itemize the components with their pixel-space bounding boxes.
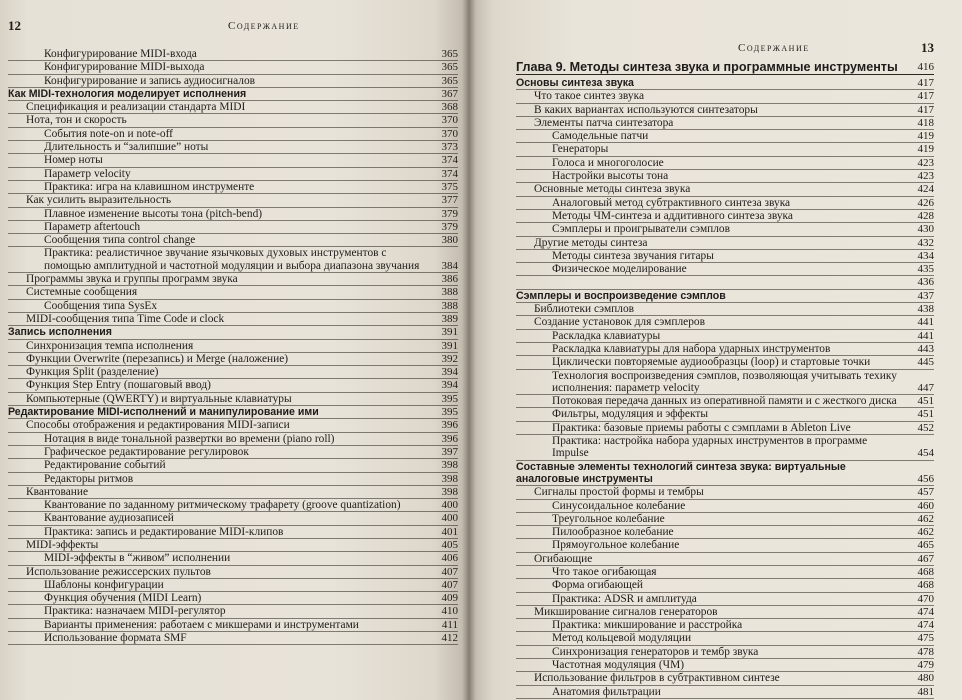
toc-entry-title: Методы ЧМ-синтеза и аддитивного синтеза звука: [552, 209, 793, 222]
toc-entry-page: 365: [441, 74, 458, 87]
toc-entry-title: Способы отображения и редактирования MIDI-записи: [26, 419, 290, 432]
toc-entry-title: Основные методы синтеза звука: [534, 183, 691, 196]
left-page-header: [8, 18, 458, 40]
toc-entry-page: 365: [441, 61, 458, 74]
toc-entry: [516, 77, 934, 90]
toc-entry: [8, 366, 458, 379]
toc-entry-page: 375: [441, 180, 458, 193]
toc-entry-title: Номер ноты: [44, 154, 103, 167]
toc-entry: [516, 104, 934, 117]
toc-entry: [516, 553, 934, 566]
toc-entry-title: Что такое огибающая: [552, 565, 657, 578]
toc-entry-title: Использование режиссерских пультов: [26, 565, 211, 578]
toc-entry-title: Длительность и “залипшие” ноты: [44, 141, 209, 154]
toc-entry-page: 441: [917, 329, 934, 342]
toc-entry-page: 395: [441, 392, 458, 405]
toc-entry-page: 370: [441, 114, 458, 127]
toc-entry-title: Сообщения типа control change: [44, 234, 196, 247]
toc-entry: [8, 114, 458, 127]
toc-entry-page: 468: [917, 579, 934, 592]
toc-entry: [516, 290, 934, 303]
table-of-contents-left: [8, 48, 458, 645]
toc-entry: [8, 313, 458, 326]
toc-entry: [8, 486, 458, 499]
toc-entry-page: 398: [441, 485, 458, 498]
toc-entry: [516, 130, 934, 143]
toc-entry: [8, 605, 458, 618]
toc-entry-page: 401: [441, 525, 458, 538]
toc-entry: [516, 343, 934, 356]
chapter-title: Глава 9. Методы синтеза звука и программные инструменты: [516, 60, 898, 74]
toc-entry: [8, 168, 458, 181]
toc-entry: [8, 273, 458, 286]
toc-entry-title: Практика: реалистичное звучание язычковых духовых инструментов с помощью амплитудной и частотной модуляции и выбора диапазона звучания: [44, 247, 420, 272]
toc-entry: [8, 194, 458, 207]
toc-entry-title: Основы синтеза звука: [516, 77, 634, 89]
toc-entry: [516, 606, 934, 619]
toc-entry-page: 398: [441, 472, 458, 485]
toc-entry-title: Спецификация и реализации стандарта MIDI: [26, 101, 246, 114]
toc-entry-title: Использование формата SMF: [44, 632, 187, 645]
toc-entry: [516, 250, 934, 263]
toc-entry-title: Квантование по заданному ритмическому трафарету (groove quantization): [44, 499, 401, 512]
toc-entry-page: 407: [441, 565, 458, 578]
toc-entry-title: Функции Overwrite (перезапись) и Merge (наложение): [26, 352, 289, 365]
toc-entry: [516, 619, 934, 632]
toc-entry-page: 437: [917, 289, 934, 302]
toc-entry-page: 370: [441, 127, 458, 140]
toc-entry: [8, 379, 458, 392]
toc-entry-title: Синхронизация темпа исполнения: [26, 339, 194, 352]
toc-entry: [516, 646, 934, 659]
toc-entry-page: 400: [441, 499, 458, 512]
toc-entry-page: 398: [441, 459, 458, 472]
toc-entry-title: Конфигурирование и запись аудиосигналов: [44, 74, 256, 87]
toc-entry-title: Компьютерные (QWERTY) и виртуальные клавиатуры: [26, 392, 292, 405]
toc-entry-page: 447: [917, 381, 934, 394]
toc-entry-title: Как усилить выразительность: [26, 194, 172, 207]
toc-entry: [516, 686, 934, 699]
toc-entry: [8, 353, 458, 366]
toc-entry-page: 419: [917, 130, 934, 143]
toc-entry-page: 391: [441, 326, 458, 339]
toc-entry-page: 452: [917, 421, 934, 434]
toc-entry-title: Синхронизация генераторов и тембр звука: [552, 645, 759, 658]
toc-entry-page: 418: [917, 116, 934, 129]
toc-entry-page: 406: [441, 552, 458, 565]
toc-entry-page: 460: [917, 499, 934, 512]
toc-entry-title: Частотная модуляция (ЧМ): [552, 659, 684, 672]
toc-entry-title: Параметр velocity: [44, 167, 131, 180]
toc-entry-title: Что такое синтез звука: [534, 90, 645, 103]
toc-entry-title: Нота, тон и скорость: [26, 114, 127, 127]
toc-entry-page: 379: [441, 207, 458, 220]
toc-entry-title: Редактирование MIDI-исполнений и манипулирование ими: [8, 406, 319, 419]
toc-entry-page: 467: [917, 552, 934, 565]
toc-entry: [516, 672, 934, 685]
page-number: 12: [8, 18, 21, 33]
left-page: [0, 0, 472, 700]
toc-entry-page: 389: [441, 312, 458, 325]
toc-entry-page: 374: [441, 167, 458, 180]
toc-entry: [8, 592, 458, 605]
toc-entry: [516, 526, 934, 539]
toc-entry-page: 386: [441, 273, 458, 286]
toc-entry: [516, 408, 934, 421]
toc-entry: [8, 181, 458, 194]
toc-entry-page: 434: [917, 249, 934, 262]
toc-entry-page: 368: [441, 101, 458, 114]
toc-entry-title: Квантование аудиозаписей: [44, 512, 174, 525]
toc-entry-page: 479: [917, 659, 934, 672]
toc-entry: [8, 61, 458, 74]
toc-entry: [516, 356, 934, 369]
toc-entry: [8, 419, 458, 432]
toc-entry-title: Шаблоны конфигурации: [44, 578, 164, 591]
toc-entry: [516, 435, 934, 461]
toc-entry-title: Как MIDI-технология моделирует исполнения: [8, 87, 247, 100]
toc-entry: [8, 221, 458, 234]
toc-entry: [516, 539, 934, 552]
toc-entry-page: 462: [917, 512, 934, 525]
toc-entry-page: 441: [917, 316, 934, 329]
toc-entry-page: 454: [917, 447, 934, 460]
toc-entry-title: Прямоугольное колебание: [552, 539, 680, 552]
page-number: 13: [921, 40, 934, 55]
toc-entry: [516, 500, 934, 513]
toc-entry-title: Другие методы синтеза: [534, 236, 648, 249]
toc-entry: [8, 286, 458, 299]
toc-entry: [516, 197, 934, 210]
toc-entry-page: 384: [441, 259, 458, 272]
toc-entry-title: Аналоговый метод субтрактивного синтеза звука: [552, 196, 791, 209]
toc-entry-title: Форма огибающей: [552, 579, 643, 592]
toc-entry-title: Практика: игра на клавишном инструменте: [44, 180, 255, 193]
toc-entry-title: Нотация в виде тональной развертки во времени (piano roll): [44, 432, 335, 445]
toc-entry-page: 445: [917, 356, 934, 369]
toc-entry-page: 443: [917, 342, 934, 355]
toc-entry-title: Физическое моделирование: [552, 263, 687, 276]
toc-entry: [8, 88, 458, 101]
toc-entry-title: Практика: базовые приемы работы с сэмплами в Ableton Live: [552, 421, 851, 434]
toc-entry-page: 373: [441, 141, 458, 154]
toc-entry: [8, 48, 458, 61]
toc-entry-title: Практика: запись и редактирование MIDI-клипов: [44, 525, 284, 538]
toc-entry-page: 478: [917, 645, 934, 658]
toc-entry-page: 388: [441, 286, 458, 299]
toc-entry-title: Конфигурирование MIDI-входа: [44, 48, 197, 60]
toc-entry: [516, 632, 934, 645]
toc-entry-title: Программы звука и группы программ звука: [26, 273, 238, 286]
toc-entry-title: Сигналы простой формы и тембры: [534, 486, 704, 499]
toc-entry: [8, 632, 458, 645]
toc-entry-title: MIDI-сообщения типа Time Code и clock: [26, 312, 225, 325]
toc-entry-page: 428: [917, 209, 934, 222]
toc-entry: [8, 75, 458, 88]
toc-entry: [516, 461, 934, 487]
toc-entry: [516, 486, 934, 499]
toc-entry-page: 395: [441, 406, 458, 419]
toc-entry: [516, 370, 934, 396]
toc-entry-page: 426: [917, 196, 934, 209]
toc-entry: [516, 170, 934, 183]
toc-entry: [516, 659, 934, 672]
toc-entry-title: Циклически повторяемые аудиообразцы (loop) и стартовые точки: [552, 356, 871, 369]
toc-entry: [516, 90, 934, 103]
toc-entry-title: Редактирование событий: [44, 459, 166, 472]
toc-entry-title: Параметр aftertouch: [44, 220, 141, 233]
toc-entry: [516, 513, 934, 526]
chapter-heading: [516, 60, 934, 75]
toc-entry-page: 410: [441, 605, 458, 618]
toc-entry-title: Создание установок для сэмплеров: [534, 316, 705, 329]
toc-entry-page: 481: [917, 685, 934, 698]
right-page-header: [516, 40, 934, 62]
toc-entry: [516, 183, 934, 196]
toc-entry-page: 451: [917, 408, 934, 421]
toc-entry-page: 480: [917, 672, 934, 685]
toc-entry: [8, 459, 458, 472]
toc-entry: [516, 316, 934, 329]
toc-entry-title: Конфигурирование MIDI-выхода: [44, 61, 205, 74]
toc-entry-title: Квантование: [26, 485, 89, 498]
chapter-page: 416: [917, 61, 934, 73]
toc-entry: [8, 552, 458, 565]
toc-entry-page: 424: [917, 183, 934, 196]
toc-entry-title: Анатомия фильтрации: [552, 685, 661, 698]
toc-entry: [516, 422, 934, 435]
book-gutter: [462, 0, 476, 700]
toc-entry-title: Функция обучения (MIDI Learn): [44, 592, 202, 605]
toc-entry-page: 380: [441, 234, 458, 247]
toc-entry-title: Элементы патча синтезатора: [534, 116, 674, 129]
toc-entry: [8, 539, 458, 552]
toc-entry: [516, 566, 934, 579]
toc-entry-title: Фильтры, модуляция и эффекты: [552, 408, 708, 421]
toc-entry-page: 438: [917, 303, 934, 316]
toc-entry: [8, 499, 458, 512]
toc-entry-page: 474: [917, 619, 934, 632]
toc-entry-page: 392: [441, 352, 458, 365]
toc-entry-page: 436: [917, 276, 934, 289]
toc-entry: [516, 263, 934, 276]
toc-entry: [8, 247, 458, 273]
toc-entry-title: События note-on и note-off: [44, 127, 173, 140]
toc-entry-title: Раскладка клавиатуры для набора ударных инструментов: [552, 342, 831, 355]
toc-entry-title: Использование фильтров в субтрактивном синтезе: [534, 672, 780, 685]
toc-entry: [516, 157, 934, 170]
toc-entry: [8, 566, 458, 579]
toc-entry-title: Функция Step Entry (пошаговый ввод): [26, 379, 211, 392]
toc-entry-page: 419: [917, 143, 934, 156]
toc-entry: [8, 141, 458, 154]
toc-entry-title: Сэмплеры и проигрыватели сэмплов: [552, 223, 731, 236]
toc-entry: [8, 208, 458, 221]
toc-entry-page: 379: [441, 220, 458, 233]
toc-entry-title: Настройки высоты тона: [552, 170, 669, 183]
toc-entry-page: 457: [917, 486, 934, 499]
toc-entry-title: Генераторы: [552, 143, 609, 156]
toc-entry: [516, 210, 934, 223]
toc-entry: [516, 593, 934, 606]
toc-entry-title: Метод кольцевой модуляции: [552, 632, 692, 645]
toc-entry-title: Практика: ADSR и амплитуда: [552, 592, 697, 605]
toc-entry: [516, 237, 934, 250]
toc-entry-title: Плавное изменение высоты тона (pitch-bend): [44, 207, 263, 220]
toc-entry-title: Практика: микширование и расстройка: [552, 619, 743, 632]
toc-entry-page: 423: [917, 156, 934, 169]
running-head: Содержание: [738, 42, 810, 54]
toc-entry: [8, 473, 458, 486]
toc-entry: [516, 276, 934, 289]
toc-entry-page: 397: [441, 445, 458, 458]
toc-entry: [516, 223, 934, 236]
toc-entry-page: 456: [917, 472, 934, 485]
toc-entry: [8, 579, 458, 592]
toc-entry-page: 396: [441, 419, 458, 432]
toc-entry-page: 417: [917, 103, 934, 116]
toc-entry-page: 367: [441, 87, 458, 100]
toc-entry: [8, 300, 458, 313]
toc-entry-page: 394: [441, 366, 458, 379]
toc-entry: [8, 526, 458, 539]
right-page: [468, 0, 962, 700]
toc-entry-page: 432: [917, 236, 934, 249]
toc-entry-title: Варианты применения: работаем с микшерами и инструментами: [44, 618, 359, 631]
toc-entry: [8, 393, 458, 406]
toc-entry-page: 430: [917, 223, 934, 236]
toc-entry-page: 462: [917, 526, 934, 539]
toc-entry-page: 451: [917, 395, 934, 408]
toc-entry-title: Самодельные патчи: [552, 130, 649, 143]
toc-entry-title: Синусоидальное колебание: [552, 499, 686, 512]
toc-entry: [516, 143, 934, 156]
toc-entry-page: 423: [917, 170, 934, 183]
toc-entry-page: 374: [441, 154, 458, 167]
running-head: Содержание: [228, 20, 300, 32]
toc-entry-title: Треугольное колебание: [552, 512, 665, 525]
toc-entry-page: 417: [917, 90, 934, 103]
toc-entry-title: Сообщения типа SysEx: [44, 299, 158, 312]
toc-entry-title: Практика: назначаем MIDI-регулятор: [44, 605, 226, 618]
toc-entry-title: MIDI-эффекты в “живом” исполнении: [44, 552, 231, 565]
toc-entry: [8, 128, 458, 141]
toc-entry-page: 394: [441, 379, 458, 392]
toc-entry: [8, 154, 458, 167]
toc-entry-page: 412: [441, 632, 458, 645]
toc-entry-title: Сэмплеры и воспроизведение сэмплов: [516, 289, 726, 302]
toc-entry-page: 470: [917, 592, 934, 605]
toc-entry-page: 417: [917, 77, 934, 89]
toc-entry-page: 465: [917, 539, 934, 552]
toc-entry-title: Библиотеки сэмплов: [534, 303, 635, 316]
toc-entry: [8, 512, 458, 525]
toc-entry-page: 400: [441, 512, 458, 525]
toc-entry: [8, 433, 458, 446]
toc-entry-title: В каких вариантах используются синтезаторы: [534, 103, 758, 116]
toc-entry: [8, 340, 458, 353]
toc-entry-page: 435: [917, 263, 934, 276]
toc-entry-title: Пилообразное колебание: [552, 526, 674, 539]
toc-entry-page: 391: [441, 339, 458, 352]
toc-entry: [516, 330, 934, 343]
toc-entry-title: Функция Split (разделение): [26, 366, 159, 379]
toc-entry: [8, 619, 458, 632]
toc-entry-page: 409: [441, 592, 458, 605]
toc-entry: [516, 303, 934, 316]
toc-entry: [8, 406, 458, 419]
toc-entry: [8, 326, 458, 339]
toc-entry-page: 388: [441, 299, 458, 312]
toc-entry-title: MIDI-эффекты: [26, 538, 99, 551]
toc-entry-page: 468: [917, 565, 934, 578]
toc-entry-title: Огибающие: [534, 552, 593, 565]
toc-entry-title: Системные сообщения: [26, 286, 138, 299]
toc-entry-page: 407: [441, 578, 458, 591]
toc-entry-page: 411: [441, 618, 458, 631]
toc-entry: [8, 446, 458, 459]
toc-entry-page: 475: [917, 632, 934, 645]
toc-entry-title: Раскладка клавиатуры: [552, 329, 661, 342]
toc-entry-page: 396: [441, 432, 458, 445]
toc-entry-title: Составные элементы технологий синтеза звука: виртуальные аналоговые инструменты: [516, 460, 846, 485]
toc-entry-title: Голоса и многоголосие: [552, 156, 664, 169]
toc-entry: [516, 395, 934, 408]
toc-entry-page: 365: [441, 48, 458, 60]
toc-entry-title: Технология воспроизведения сэмплов, позволяющая учитывать техику исполнения: параметр velocity: [552, 369, 897, 394]
toc-entry-title: Методы синтеза звучания гитары: [552, 249, 714, 262]
toc-entry: [8, 101, 458, 114]
toc-entry: [516, 579, 934, 592]
table-of-contents-right: [516, 60, 934, 699]
toc-entry-page: 405: [441, 538, 458, 551]
toc-entry-title: Потоковая передача данных из оперативной памяти и с жесткого диска: [552, 395, 897, 408]
toc-entry-page: 377: [441, 194, 458, 207]
toc-entry-title: Практика: настройка набора ударных инструментов в программе Impulse: [552, 435, 868, 460]
toc-entry: [516, 117, 934, 130]
toc-entry-title: Редакторы ритмов: [44, 472, 134, 485]
toc-entry-title: Графическое редактирование регулировок: [44, 445, 249, 458]
toc-entry: [8, 234, 458, 247]
toc-entry-title: Запись исполнения: [8, 326, 112, 339]
toc-entry-title: Микширование сигналов генераторов: [534, 605, 718, 618]
toc-entry-page: 474: [917, 605, 934, 618]
